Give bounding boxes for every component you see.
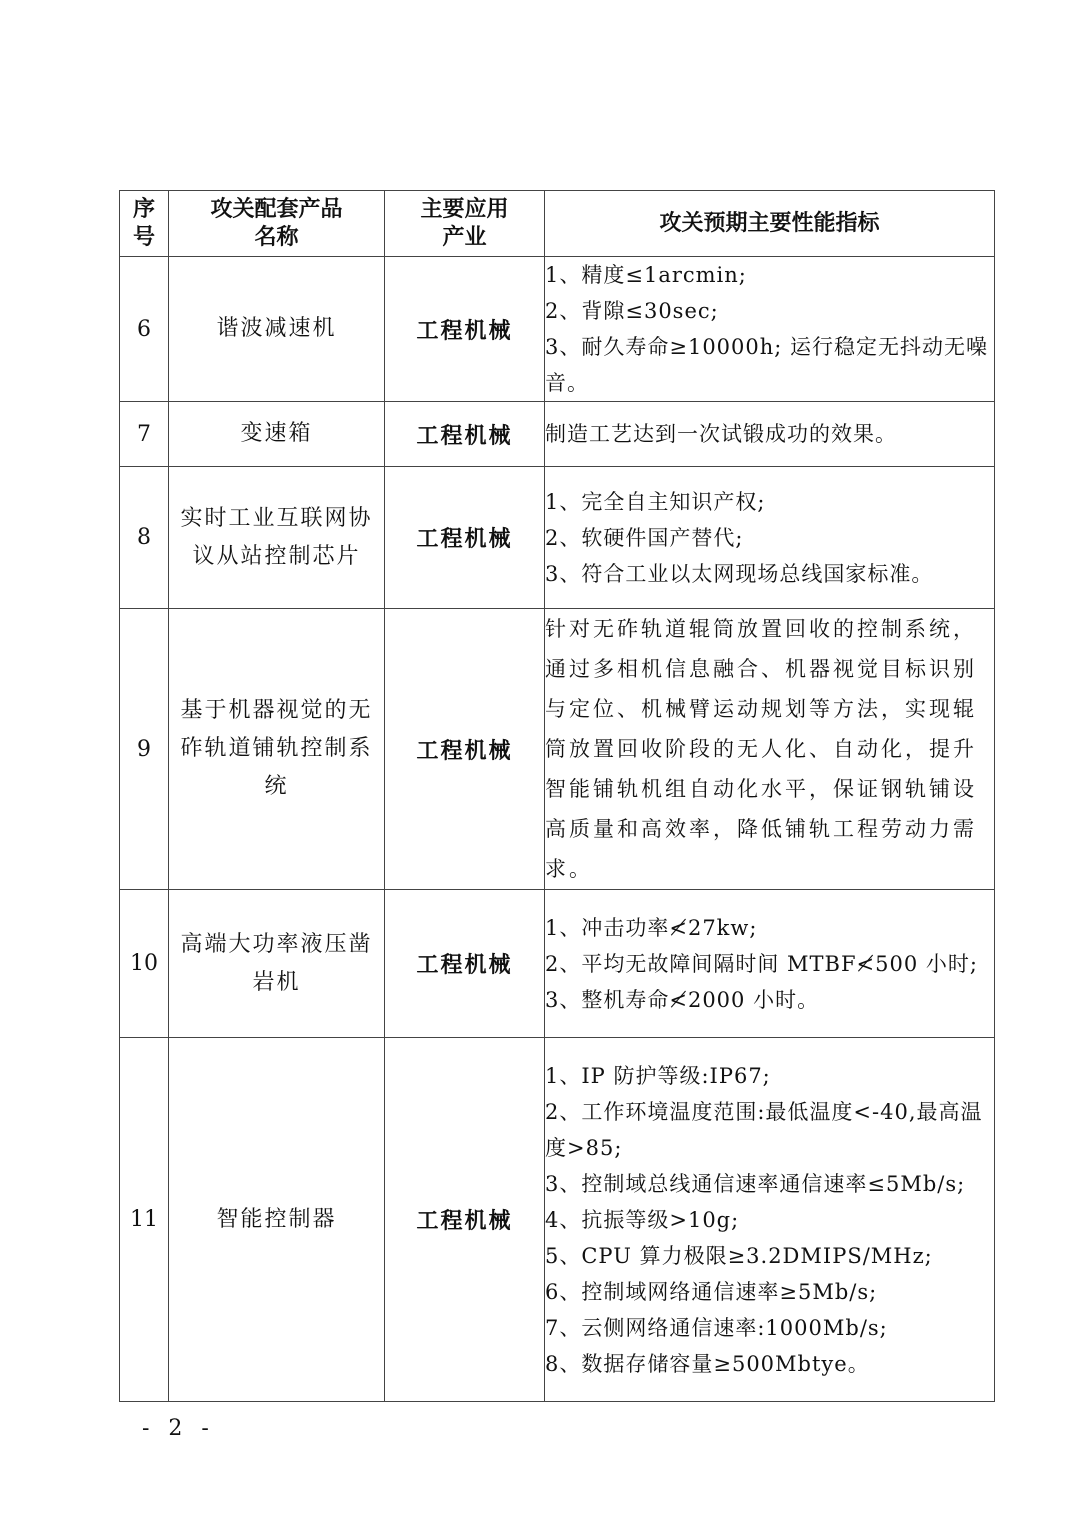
header-industry bbox=[385, 191, 545, 257]
header-industry-line1: 主要应用 bbox=[420, 196, 509, 222]
header-product-line2: 名称 bbox=[254, 224, 299, 250]
row-product-name: 智能控制器 bbox=[169, 1038, 385, 1402]
row-metrics: 针对无砟轨道辊筒放置回收的控制系统，通过多相机信息融合、机器视觉目标识别与定位、机械臂运动规划等方法，实现辊筒放置回收阶段的无人化、自动化，提升智能铺轨机组自动化水平，保证钢轨铺设高质量和高效率，降低铺轨工程劳动力需求。 bbox=[545, 609, 995, 890]
row-product-name: 实时工业互联网协议从站控制芯片 bbox=[169, 467, 385, 609]
table-row bbox=[120, 609, 995, 890]
metric-line: 8、数据存储容量≥500Mbtye。 bbox=[545, 1351, 870, 1376]
row-metrics bbox=[545, 467, 995, 609]
row-metrics bbox=[545, 1038, 995, 1402]
metric-line: 2、背隙≤30sec; bbox=[545, 299, 719, 323]
metric-line: 制造工艺达到一次试锻成功的效果。 bbox=[545, 422, 897, 446]
row-industry: 工程机械 bbox=[385, 467, 545, 609]
metric-line: 1、完全自主知识产权; bbox=[545, 489, 766, 514]
row-industry: 工程机械 bbox=[385, 890, 545, 1038]
metric-line: 1、冲击功率≮27kw; bbox=[545, 915, 758, 940]
page-number: - 2 - bbox=[142, 1416, 215, 1441]
metric-line: 3、耐久寿命≥10000h; 运行稳定无抖动无噪音。 bbox=[545, 335, 989, 395]
metric-line: 2、工作环境温度范围:最低温度<-40,最高温度>85; bbox=[545, 1099, 983, 1160]
table-row bbox=[120, 467, 995, 609]
row-industry: 工程机械 bbox=[385, 402, 545, 467]
table-row bbox=[120, 1038, 995, 1402]
metric-line: 6、控制域网络通信速率≥5Mb/s; bbox=[545, 1279, 878, 1304]
header-seq bbox=[120, 191, 169, 257]
table-row bbox=[120, 890, 995, 1038]
metric-line: 2、软硬件国产替代; bbox=[545, 525, 744, 550]
metric-line: 1、精度≤1arcmin; bbox=[545, 263, 747, 287]
row-product-name: 变速箱 bbox=[169, 402, 385, 467]
table-row bbox=[120, 257, 995, 402]
header-seq-line2: 号 bbox=[132, 224, 155, 250]
row-seq: 11 bbox=[120, 1038, 169, 1402]
row-product-name: 谐波减速机 bbox=[169, 257, 385, 402]
row-metrics bbox=[545, 257, 995, 402]
metric-line: 4、抗振等级>10g; bbox=[545, 1207, 740, 1232]
row-product-name: 高端大功率液压凿岩机 bbox=[169, 890, 385, 1038]
header-product-line1: 攻关配套产品 bbox=[210, 196, 343, 222]
row-seq: 9 bbox=[120, 609, 169, 890]
metric-line: 3、符合工业以太网现场总线国家标准。 bbox=[545, 561, 934, 586]
row-seq: 6 bbox=[120, 257, 169, 402]
row-seq: 7 bbox=[120, 402, 169, 467]
header-seq-line1: 序 bbox=[132, 196, 155, 222]
metric-line: 3、控制域总线通信速率通信速率≤5Mb/s; bbox=[545, 1171, 966, 1196]
row-industry: 工程机械 bbox=[385, 1038, 545, 1402]
row-industry: 工程机械 bbox=[385, 257, 545, 402]
row-metrics bbox=[545, 402, 995, 467]
row-seq: 10 bbox=[120, 890, 169, 1038]
header-product bbox=[169, 191, 385, 257]
spec-table bbox=[119, 190, 995, 1402]
metric-line: 2、平均无故障间隔时间 MTBF≮500 小时; bbox=[545, 951, 978, 976]
header-industry-line2: 产业 bbox=[442, 224, 487, 250]
metric-line: 3、整机寿命≮2000 小时。 bbox=[545, 987, 820, 1012]
row-product-name: 基于机器视觉的无砟轨道铺轨控制系统 bbox=[169, 609, 385, 890]
metric-line: 1、IP 防护等级:IP67; bbox=[545, 1063, 771, 1088]
metric-line: 7、云侧网络通信速率:1000Mb/s; bbox=[545, 1315, 888, 1340]
row-metrics bbox=[545, 890, 995, 1038]
table-row bbox=[120, 402, 995, 467]
header-metrics: 攻关预期主要性能指标 bbox=[545, 191, 995, 257]
metric-line: 5、CPU 算力极限≥3.2DMIPS/MHz; bbox=[545, 1243, 933, 1268]
header-row bbox=[120, 191, 995, 257]
row-seq: 8 bbox=[120, 467, 169, 609]
row-industry: 工程机械 bbox=[385, 609, 545, 890]
